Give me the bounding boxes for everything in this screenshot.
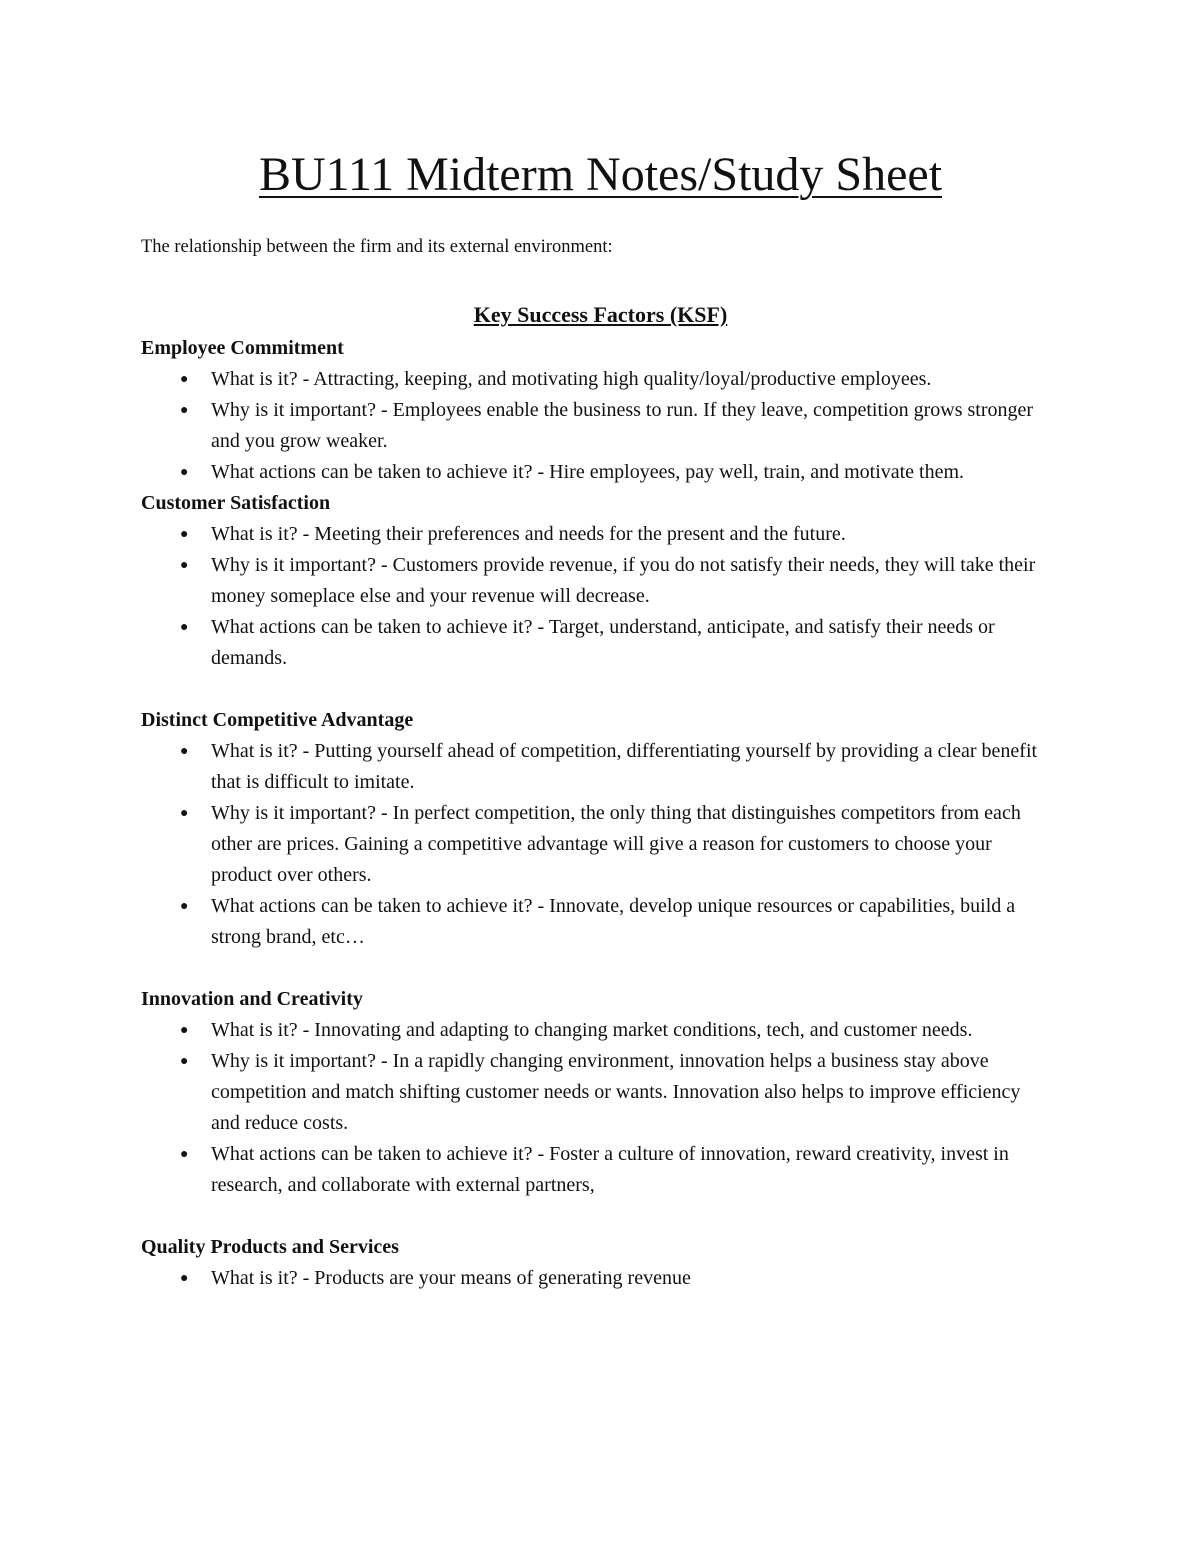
factor-title: Quality Products and Services xyxy=(141,1236,399,1258)
bullet-item xyxy=(180,550,1060,612)
bullet-list xyxy=(141,1263,1060,1294)
bullet-text: What is it? - Attracting, keeping, and motivating high quality/loyal/productive employees. xyxy=(211,368,932,390)
factor-section xyxy=(141,488,1060,674)
bullet-item xyxy=(180,1139,1060,1201)
bullet-icon: ● xyxy=(180,1054,189,1069)
bullet-text: What is it? - Innovating and adapting to changing market conditions, tech, and customer needs. xyxy=(211,1019,973,1041)
bullet-item xyxy=(180,1015,1060,1046)
factor-section xyxy=(141,984,1060,1201)
intro-text: The relationship between the firm and its external environment: xyxy=(141,237,613,257)
bullet-text: What actions can be taken to achieve it? - Foster a culture of innovation, reward creativity, invest in research, and collaborate with external partners, xyxy=(211,1143,1009,1196)
bullet-icon: ● xyxy=(180,620,189,635)
bullet-icon: ● xyxy=(180,403,189,418)
section-heading: Key Success Factors (KSF) xyxy=(473,302,728,327)
bullet-item xyxy=(180,736,1060,798)
bullet-icon: ● xyxy=(180,744,189,759)
bullet-text: What is it? - Products are your means of generating revenue xyxy=(211,1267,691,1289)
bullet-list xyxy=(141,1015,1060,1201)
bullet-list xyxy=(141,736,1060,953)
factor-list xyxy=(141,333,1060,1294)
bullet-text: What actions can be taken to achieve it? - Hire employees, pay well, train, and motivate them. xyxy=(211,461,965,483)
bullet-text: What is it? - Meeting their preferences and needs for the present and the future. xyxy=(211,523,846,545)
bullet-item xyxy=(180,364,1060,395)
bullet-icon: ● xyxy=(180,372,189,387)
bullet-item xyxy=(180,798,1060,891)
bullet-text: Why is it important? - In perfect competition, the only thing that distinguishes competitors from each other are prices. Gaining a competitive advantage will give a reason for customers to choose your product over others. xyxy=(211,802,1021,886)
bullet-icon: ● xyxy=(180,806,189,821)
bullet-text: What actions can be taken to achieve it? - Innovate, develop unique resources or capabilities, build a strong brand, etc… xyxy=(211,895,1016,948)
bullet-list xyxy=(141,364,1060,488)
bullet-icon: ● xyxy=(180,1023,189,1038)
bullet-text: Why is it important? - Customers provide revenue, if you do not satisfy their needs, they will take their money someplace else and your revenue will decrease. xyxy=(211,554,1036,607)
bullet-item xyxy=(180,1046,1060,1139)
bullet-item xyxy=(180,395,1060,457)
bullet-text: What is it? - Putting yourself ahead of competition, differentiating yourself by providing a clear benefit that is difficult to imitate. xyxy=(211,740,1038,793)
factor-section xyxy=(141,1232,1060,1294)
bullet-icon: ● xyxy=(180,1147,189,1162)
bullet-text: Why is it important? - Employees enable the business to run. If they leave, competition grows stronger and you grow weaker. xyxy=(211,399,1034,452)
bullet-icon: ● xyxy=(180,527,189,542)
bullet-item xyxy=(180,612,1060,674)
bullet-item xyxy=(180,457,1060,488)
bullet-item xyxy=(180,1263,1060,1294)
factor-section xyxy=(141,333,1060,488)
factor-title: Customer Satisfaction xyxy=(141,492,331,514)
bullet-icon: ● xyxy=(180,558,189,573)
bullet-icon: ● xyxy=(180,1271,189,1286)
document-title: BU111 Midterm Notes/Study Sheet xyxy=(258,148,943,201)
bullet-icon: ● xyxy=(180,899,189,914)
factor-section xyxy=(141,705,1060,953)
bullet-list xyxy=(141,519,1060,674)
factor-title: Distinct Competitive Advantage xyxy=(141,709,414,731)
factor-title: Employee Commitment xyxy=(141,337,344,359)
factor-title: Innovation and Creativity xyxy=(141,988,363,1010)
bullet-item xyxy=(180,519,1060,550)
bullet-text: What actions can be taken to achieve it? - Target, understand, anticipate, and satisfy their needs or demands. xyxy=(211,616,995,669)
bullet-text: Why is it important? - In a rapidly changing environment, innovation helps a business stay above competition and match shifting customer needs or wants. Innovation also helps to improve efficiency and reduce costs. xyxy=(211,1050,1021,1134)
bullet-item xyxy=(180,891,1060,953)
bullet-icon: ● xyxy=(180,465,189,480)
